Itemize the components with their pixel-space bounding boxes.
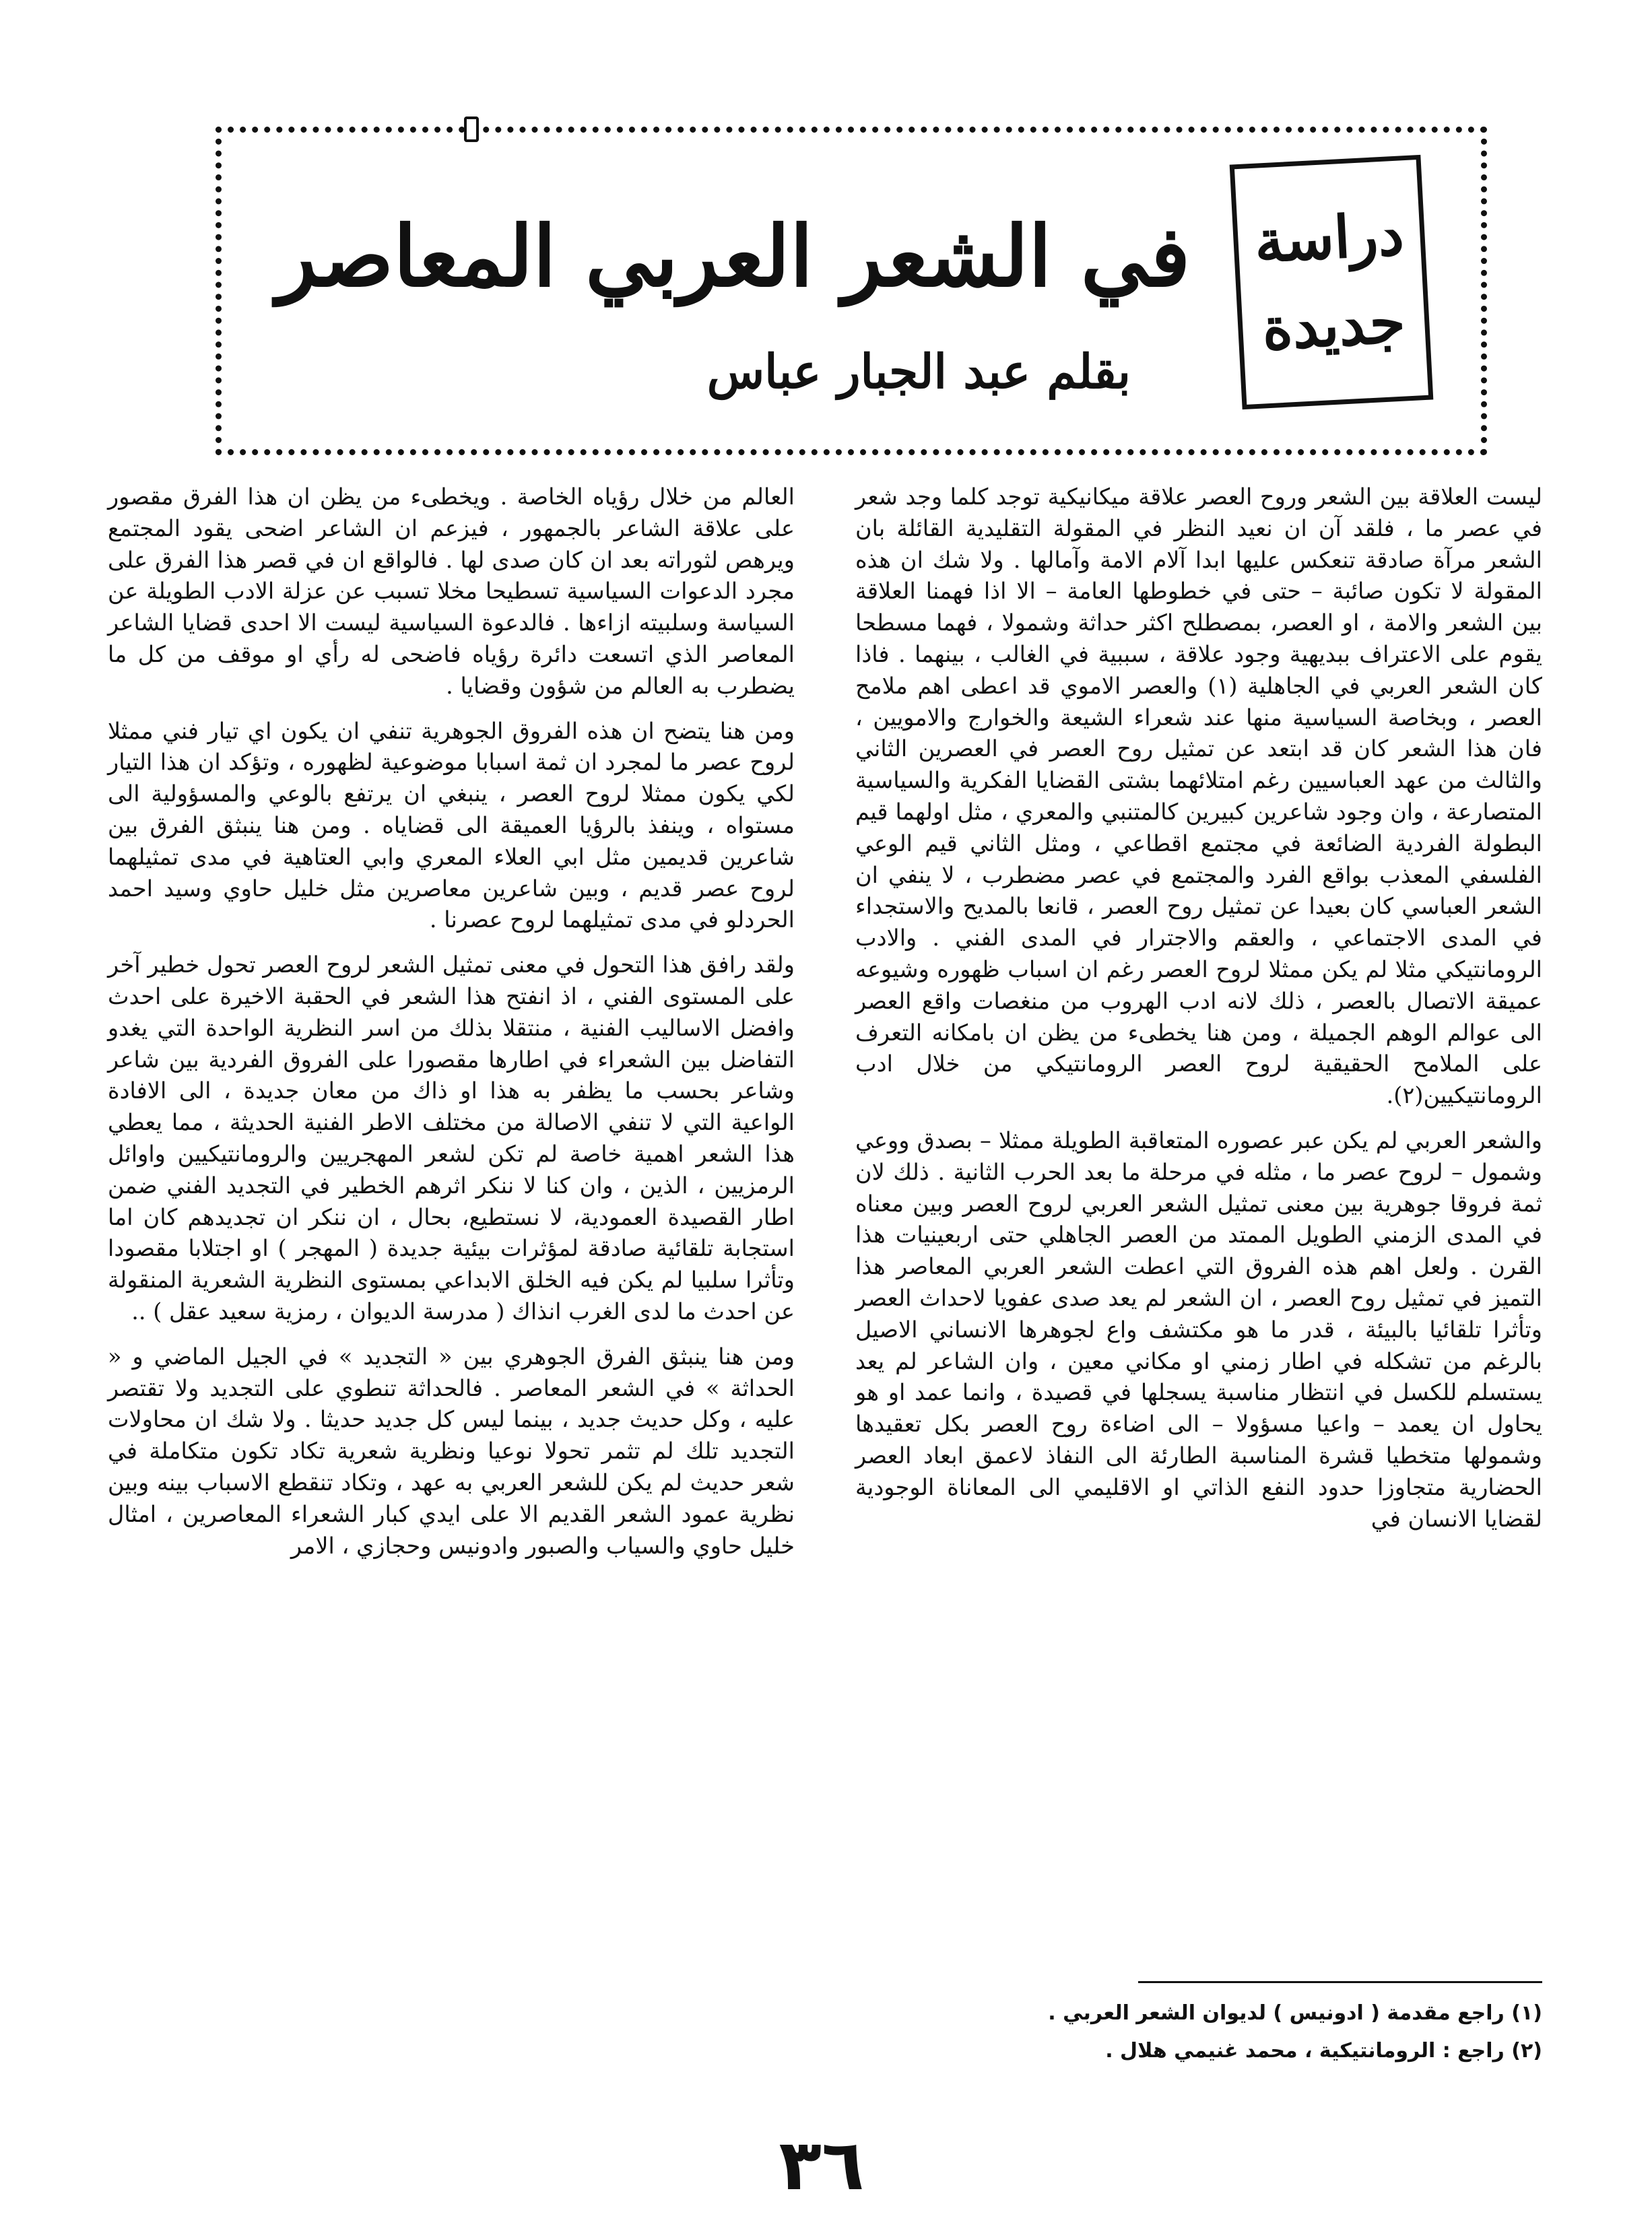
paragraph: ومن هنا ينبثق الفرق الجوهري بين « التجديد » في الجيل الماضي و « الحداثة » في الشعر المعاصر . فالحداثة تنطوي على التجديد ولا تقتصر عليه ، وكل حديث جديد ، بينما ليس كل جديد حديثا . ولا شك ان محاولات التجديد تلك لم تثمر تحولا نوعيا ونظرية شعرية تكاد تكون متكاملة في شعر حديث لم يكن للشعر العربي به عهد ، وتكاد تنقطع الاسباب بينه وبين نظرية عمود الشعر القديم الا على ايدي كبار الشعراء المعاصرين ، امثال خليل حاوي والسياب والصبور وادونيس وحجازي ، الامر [108,1343,795,1559]
paragraph: ولقد رافق هذا التحول في معنى تمثيل الشعر لروح العصر تحول خطير آخر على المستوى الفني ، اذ انفتح هذا الشعر في الحقبة الاخيرة على احدث وافضل الاساليب الفنية ، منتقلا بذلك من اسر النظرية الواحدة التي يغدو التفاضل بين الشعراء في اطارها مقصورا على الفروق الفردية بين شاعر وشاعر بحسب ما يظفر به هذا او ذاك من معان جديدة ، الى الافادة الواعية التي لا تنفي الاصالة من مختلف الاطر الفنية الحديثة ، مما يعطي هذا الشعر اهمية خاصة لم تكن لشعر المهجريين والرومانتيكيين واوائل الرمزيين ، الذين ، وان كنا لا ننكر اثرهم الخطير في التجديد الفني ضمن اطار القصيدة العمودية، لا نستطيع، بحال ، ان ننكر ان تجديدهم كان اما استجابة تلقائية صادقة لمؤثرات بيئية جديدة ( المهجر ) او اجتلابا مقصودا وتأثرا سلبيا لم يكن فيه الخلق الابداعي بمستوى النظرية الشعرية المنقولة عن احدث ما لدى الغرب انذاك ( مدرسة الديوان ، رمزية سعيد عقل ) .. [108,951,795,1325]
footnote-1: (١) راجع مقدمة ( ادونيس ) لديوان الشعر العربي . [1048,2001,1542,2025]
paragraph: ومن هنا يتضح ان هذه الفروق الجوهرية تنفي ان يكون اي تيار فني ممثلا لروح عصر ما لمجرد ان ثمة اسبابا موضوعية لظهوره ، وتؤكد ان هذا التيار لكي يكون ممثلا لروح العصر ، ينبغي ان يرتفع بالوعي والمسؤولية الى مستواه ، وينفذ بالرؤيا العميقة الى قضاياه . ومن هنا ينبثق الفرق بين شاعرين قديمين مثل ابي العلاء المعري وابي العتاهية في مدى تمثيلهما لروح عصر قديم ، وبين شاعرين معاصرين مثل خليل حاوي وسيد احمد الحردلو في مدى تمثيلهما لروح عصرنا . [108,717,795,933]
badge-line-2: جديدة [1260,288,1408,364]
column-left [108,481,795,1575]
paragraph: العالم من خلال رؤياه الخاصة . ويخطىء من يظن ان هذا الفرق مقصور على علاقة الشاعر بالجمهور ، فيزعم ان الشاعر اضحى يقود المجتمع ويرهص لثوراته بعد ان كان صدى لها . فالواقع ان في قصر هذا الفرق على مجرد الدعوات السياسية تسطيحا مخلا تسبب عن عزلة الادب الطويلة عن السياسة وسلبيته ازاءها . فالدعوة السياسية ليست الا احدى قضايا الشاعر المعاصر الذي اتسعت دائرة رؤياه فاضحى له رأي او موقف من كل ما يضطرب به العالم من شؤون وقضايا . [108,483,795,699]
frame-ornament-icon [464,116,479,142]
section-badge [1230,155,1434,409]
paragraph: والشعر العربي لم يكن عبر عصوره المتعاقبة الطويلة ممثلا – بصدق ووعي وشمول – لروح عصر ما ، مثله في مرحلة ما بعد الحرب الثانية . ذلك لان ثمة فروقا جوهرية بين معنى تمثيل الشعر العربي لروح العصر وبين معناه في المدى الزمني الطويل الممتد من العصر الجاهلي حتى اربعينيات هذا القرن . ولعل اهم هذه الفروق التي اعطت الشعر العربي المعاصر هذا التميز في تمثيل روح العصر ، ان الشعر لم يعد صدى عفويا لاحداث العصر وتأثرا تلقائيا بالبيئة ، قدر ما هو مكتشف واع لجوهرها الانساني الاصيل بالرغم من تشكله في اطار زمني او مكاني معين ، وان الشاعر لم يعد يستسلم للكسل في انتظار مناسبة يسجلها في قصيدة ، وانما عمد او هو يحاول ان يعمد – واعيا مسؤولا – الى اضاءة روح العصر بكل تعقيدها وشمولها متخطيا قشرة المناسبة الطارئة الى النفاذ لاعمق ابعاد العصر الحضارية متجاوزا حدود النفع الذاتي او الاقليمي الى المعاناة الوجودية لقضايا الانسان في [855,1127,1542,1532]
article-byline: بقلم عبد الجبار عباس [706,343,1131,399]
footnote-2: (٢) راجع : الرومانتيكية ، محمد غنيمي هلال . [1105,2039,1542,2063]
footnotes [855,1995,1542,2070]
header-frame [216,127,1487,455]
column-gutter [825,485,826,2114]
article-title: في الشعر العربي المعاصر [276,208,1191,306]
badge-line-1: دراسة [1253,200,1406,276]
column-right [855,481,1542,1548]
footnote-rule [1138,1981,1542,1983]
paragraph: ليست العلاقة بين الشعر وروح العصر علاقة ميكانيكية توجد كلما وجد شعر في عصر ما ، فلقد آن ان نعيد النظر في المقولة التقليدية القائلة بان الشعر مرآة صادقة تنعكس عليها ابدا آلام الامة وآمالها . ولا شك ان هذه المقولة لا تكون صائبة – حتى في خطوطها العامة – الا اذا فهمنا العلاقة بين الشعر والامة ، او العصر، بمصطلح اكثر حداثة وشمولا ، فهما مسطحا يقوم على الاعتراف ببديهية وجود علاقة ، سببية في الغالب ، بينهما . فاذا كان الشعر العربي في الجاهلية (١) والعصر الاموي قد اعطى اهم ملامح العصر ، وبخاصة السياسية منها عند شعراء الشيعة والخوارج والامويين ، فان هذا الشعر كان قد ابتعد عن تمثيل روح العصر في العصرين الثاني والثالث من عهد العباسيين رغم امتلائهما بشتى القضايا الفكرية والسياسية المتصارعة ، وان وجود شاعرين كبيرين كالمتنبي والمعري ، مثل اولهما قيم البطولة الفردية الضائعة في مجتمع اقطاعي ، ومثل الثاني قيم الوعي الفلسفي المعذب بواقع الفرد والمجتمع في عصر مضطرب ، لا ينفي ان الشعر العباسي كان بعيدا عن تمثيل روح العصر ، قانعا بالمديح والاستجداء في المدى الاجتماعي ، والعقم والاجترار في المدى الفني . والادب الرومانتيكي مثلا لم يكن ممثلا لروح العصر رغم ان اسباب ظهوره وشيوعه عميقة الاتصال بالعصر ، ذلك لانه ادب الهروب من منغصات واقع العصر الى عوالم الوهم الجميلة ، ومن هنا يخطىء من يظن ان بامكانه التعرف على الملامح الحقيقية لروح العصر الرومانتيكي من خلال ادب الرومانتيكيين(٢). [855,483,1542,1109]
page-number: ٣٦ [779,2124,865,2206]
